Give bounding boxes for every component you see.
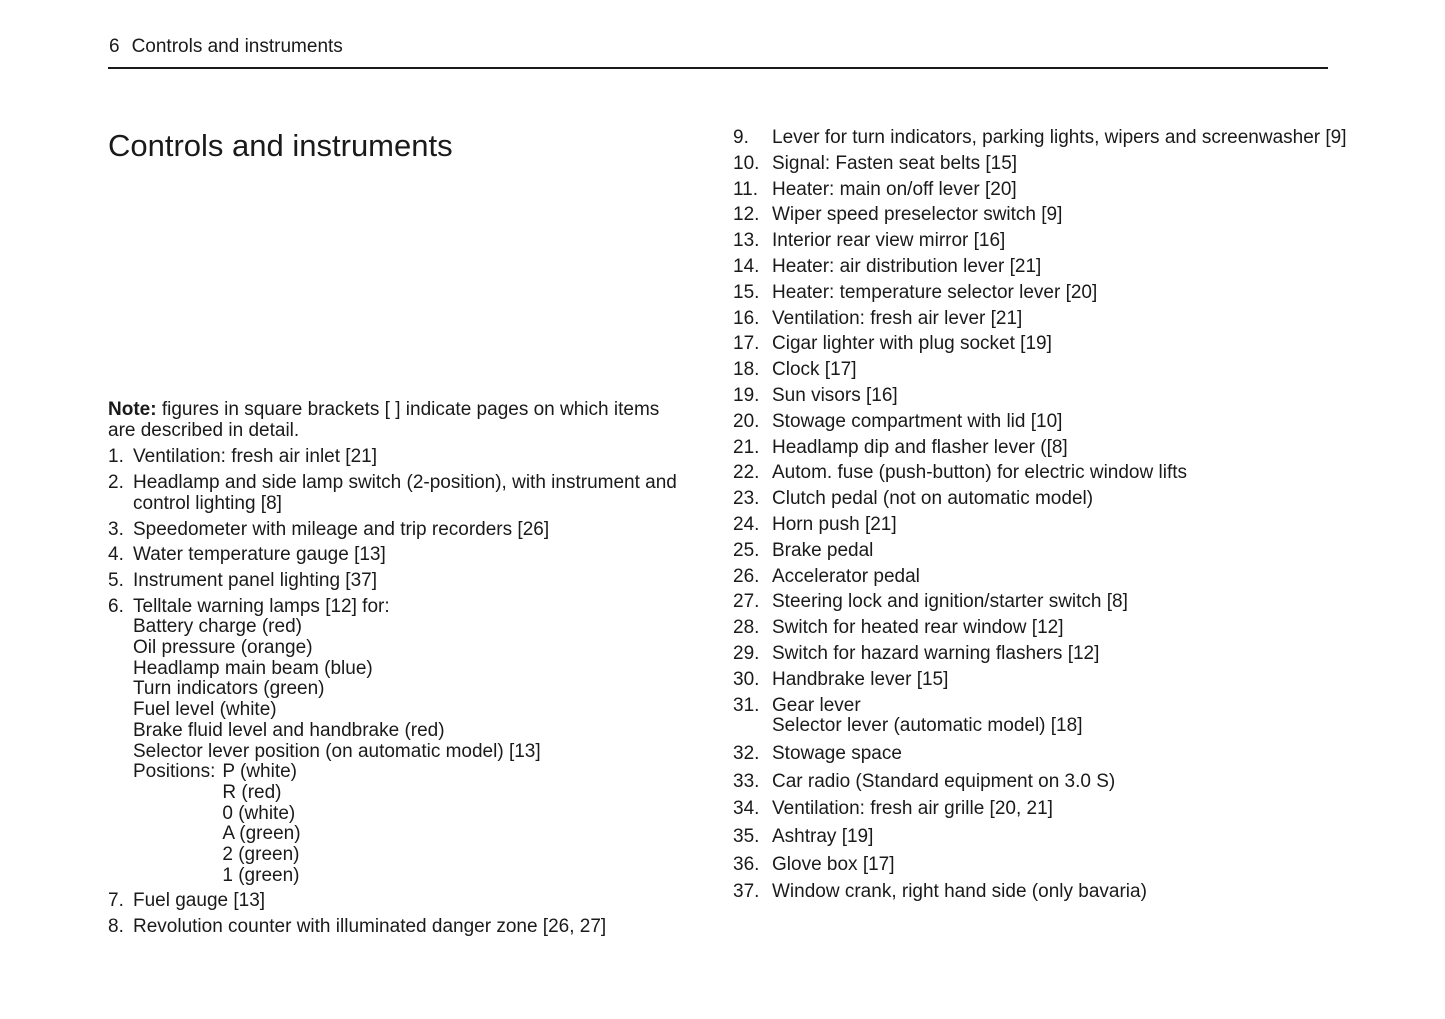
item-text: Gear lever — [772, 694, 861, 716]
item-number: 34. — [733, 798, 760, 820]
list-item — [108, 545, 688, 566]
list-item — [733, 154, 1373, 175]
position-entry: 1 (green) — [222, 864, 300, 886]
item-text: Switch for heated rear window [12] — [772, 617, 1064, 639]
item-number: 19. — [733, 384, 760, 406]
item-text-secondary: Selector lever (automatic model) [18] — [772, 715, 1083, 737]
lamp-entry: Brake fluid level and handbrake (red) — [133, 719, 445, 741]
item-text: Speedometer with mileage and trip recorders [26] — [133, 518, 550, 540]
item-text: Fuel gauge [13] — [133, 890, 266, 912]
item-text: Headlamp and side lamp switch (2-position), with instrument and control lighting [8] — [133, 472, 677, 514]
list-item — [733, 412, 1373, 433]
item-text: Accelerator pedal — [772, 565, 920, 587]
list-item — [108, 571, 688, 592]
item-number: 5. — [108, 569, 124, 591]
item-number: 22. — [733, 462, 760, 484]
list-item — [733, 799, 1373, 820]
list-item — [108, 917, 688, 938]
list-item — [733, 644, 1373, 665]
list-item — [733, 386, 1373, 407]
lamp-entry: Turn indicators (green) — [133, 678, 325, 700]
lamp-entry: Oil pressure (orange) — [133, 637, 313, 659]
right-column — [733, 128, 1373, 910]
list-item — [733, 231, 1373, 252]
header-rule — [108, 67, 1328, 69]
item-text: Handbrake lever [15] — [772, 668, 949, 690]
positions-block — [133, 762, 688, 886]
item-text: Ventilation: fresh air grille [20, 21] — [772, 798, 1053, 820]
item-text: Signal: Fasten seat belts [15] — [772, 152, 1018, 174]
item-number: 18. — [733, 359, 760, 381]
item-number: 13. — [733, 230, 760, 252]
positions-label: Positions: — [133, 761, 216, 783]
running-title: Controls and instruments — [131, 36, 343, 57]
item-text: Interior rear view mirror [16] — [772, 230, 1006, 252]
positions-list — [222, 762, 300, 886]
item-text: Horn push [21] — [772, 513, 897, 535]
item-text: Instrument panel lighting [37] — [133, 569, 377, 591]
item-text: Window crank, right hand side (only bavaria) — [772, 881, 1147, 903]
page-number: 6 — [109, 36, 120, 57]
item-text: Glove box [17] — [772, 853, 895, 875]
item-number: 28. — [733, 617, 760, 639]
item-text: Car radio (Standard equipment on 3.0 S) — [772, 770, 1116, 792]
gear-lever-item — [733, 696, 1373, 737]
position-entry: R (red) — [222, 781, 282, 803]
item-number: 9. — [733, 127, 749, 148]
list-item — [733, 515, 1373, 536]
list-item — [108, 520, 688, 541]
item-number: 20. — [733, 410, 760, 432]
item-number: 23. — [733, 488, 760, 510]
item-text: Ventilation: fresh air inlet [21] — [133, 446, 377, 468]
left-list — [108, 447, 688, 937]
item-number: 7. — [108, 890, 124, 912]
list-item — [108, 891, 688, 912]
item-text: Stowage compartment with lid [10] — [772, 410, 1063, 432]
item-number: 10. — [733, 152, 760, 174]
right-list — [733, 128, 1373, 903]
position-entry: P (white) — [222, 761, 297, 783]
item-number: 4. — [108, 544, 124, 566]
item-number: 35. — [733, 826, 760, 848]
list-item — [733, 180, 1373, 201]
list-item — [108, 447, 688, 468]
note — [108, 400, 688, 441]
item-number: 21. — [733, 436, 760, 458]
list-item — [733, 772, 1373, 793]
list-item — [733, 128, 1373, 149]
page-title: Controls and instruments — [108, 128, 453, 163]
list-item — [733, 489, 1373, 510]
list-item — [733, 670, 1373, 691]
list-item — [733, 882, 1373, 903]
list-item — [733, 334, 1373, 355]
position-entry: A (green) — [222, 823, 301, 845]
item-text: Clutch pedal (not on automatic model) — [772, 488, 1094, 510]
item-number: 8. — [108, 916, 124, 938]
item-text: Telltale warning lamps [12] for: — [133, 595, 390, 617]
item-number: 27. — [733, 591, 760, 613]
running-header — [109, 36, 343, 58]
item-text: Autom. fuse (push-button) for electric window lifts — [772, 462, 1188, 484]
item-number: 26. — [733, 565, 760, 587]
list-item — [733, 855, 1373, 876]
list-item — [733, 438, 1373, 459]
list-item — [733, 283, 1373, 304]
item-number: 25. — [733, 539, 760, 561]
list-item — [733, 567, 1373, 588]
item-number: 16. — [733, 307, 760, 329]
lamp-entry: Battery charge (red) — [133, 616, 302, 638]
telltale-lamps-item — [108, 597, 688, 887]
list-item — [108, 473, 688, 514]
item-text: Sun visors [16] — [772, 384, 898, 406]
lamp-entry: Selector lever position (on automatic model) [13] — [133, 740, 541, 762]
list-item — [733, 463, 1373, 484]
item-text: Water temperature gauge [13] — [133, 544, 386, 566]
item-text: Heater: air distribution lever [21] — [772, 255, 1042, 277]
item-text: Headlamp dip and flasher lever ([8] — [772, 436, 1068, 458]
item-text: Heater: temperature selector lever [20] — [772, 281, 1098, 303]
item-number: 31. — [733, 694, 760, 716]
list-item — [733, 592, 1373, 613]
item-text: Stowage space — [772, 742, 902, 764]
item-text: Cigar lighter with plug socket [19] — [772, 333, 1052, 355]
note-text: figures in square brackets [ ] indicate pages on which items are described in detail. — [108, 399, 660, 441]
item-number: 15. — [733, 281, 760, 303]
left-column — [108, 400, 688, 943]
item-number: 11. — [733, 178, 759, 200]
item-text: Brake pedal — [772, 539, 874, 561]
list-item — [733, 618, 1373, 639]
item-number: 29. — [733, 642, 760, 664]
item-number: 36. — [733, 853, 760, 875]
item-number: 24. — [733, 513, 760, 535]
item-text: Ventilation: fresh air lever [21] — [772, 307, 1023, 329]
item-number: 37. — [733, 881, 760, 903]
position-entry: 0 (white) — [222, 802, 296, 824]
item-number: 33. — [733, 770, 760, 792]
item-number: 2. — [108, 472, 124, 494]
item-text: Revolution counter with illuminated danger zone [26, 27] — [133, 916, 607, 938]
list-item — [733, 309, 1373, 330]
item-text: Wiper speed preselector switch [9] — [772, 204, 1063, 226]
item-number: 30. — [733, 668, 760, 690]
list-item — [733, 744, 1373, 765]
item-number: 6. — [108, 595, 124, 617]
item-text: Switch for hazard warning flashers [12] — [772, 642, 1100, 664]
list-item — [733, 827, 1373, 848]
lamp-entry: Headlamp main beam (blue) — [133, 657, 373, 679]
item-number: 32. — [733, 742, 760, 764]
list-item — [733, 541, 1373, 562]
item-text: Ashtray [19] — [772, 826, 874, 848]
item-text: Steering lock and ignition/starter switch [8] — [772, 591, 1128, 613]
item-number: 12. — [733, 204, 760, 226]
item-number: 14. — [733, 255, 760, 277]
item-number: 1. — [108, 446, 124, 468]
note-label: Note: — [108, 399, 157, 420]
item-number: 3. — [108, 518, 124, 540]
list-item — [733, 205, 1373, 226]
list-item — [733, 360, 1373, 381]
lamp-entry: Fuel level (white) — [133, 699, 277, 721]
list-item — [733, 257, 1373, 278]
item-text: Heater: main on/off lever [20] — [772, 178, 1017, 200]
item-text: Lever for turn indicators, parking lights, wipers and screenwasher [9] — [772, 127, 1347, 148]
position-entry: 2 (green) — [222, 844, 300, 866]
item-text: Clock [17] — [772, 359, 857, 381]
item-number: 17. — [733, 333, 760, 355]
